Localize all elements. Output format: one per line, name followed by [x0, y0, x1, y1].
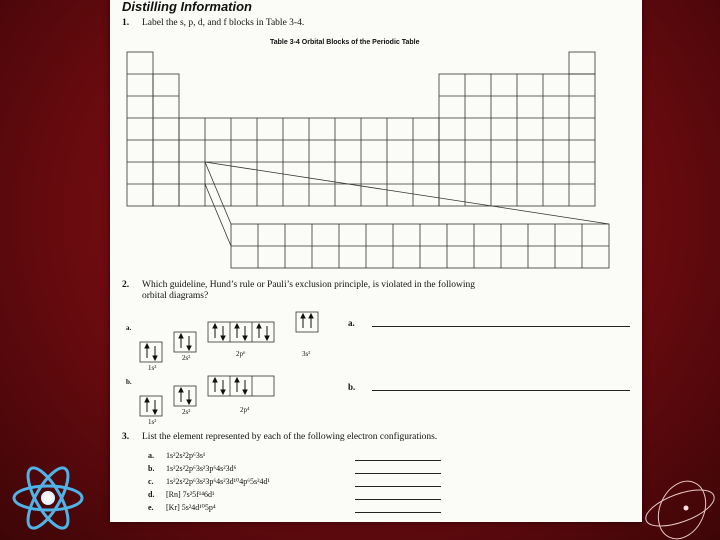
- config-item: b. 1s²2s²2p⁶3s²3p⁶4s²3d⁶: [148, 464, 237, 473]
- config-answer-line[interactable]: [355, 473, 441, 474]
- config-answer-line[interactable]: [355, 486, 441, 487]
- q2-part-b-label: b.: [126, 378, 132, 386]
- config-item: e. [Kr] 5s²4d¹⁰5p⁴: [148, 503, 216, 512]
- q2-answer-a-label: a.: [348, 318, 355, 328]
- atom-icon: [8, 458, 88, 538]
- orbital-label: 1s²: [148, 364, 157, 372]
- orbit-decoration-icon: [640, 460, 720, 540]
- worksheet-page: [110, 0, 642, 522]
- orbital-label: 3s²: [302, 350, 311, 358]
- config-answer-line[interactable]: [355, 499, 441, 500]
- question-1: 1. Label the s, p, d, and f blocks in Table 3-4.: [122, 18, 305, 28]
- orbital-label: 1s²: [148, 418, 157, 426]
- config-item: c. 1s²2s²2p⁶3s²3p⁶4s²3d¹⁰4p⁶5s²4d¹: [148, 477, 270, 486]
- q2-answer-a-line[interactable]: [372, 326, 630, 327]
- orbital-diagram-b: [140, 376, 274, 416]
- question-3: 3. List the element represented by each of the following electron configurations.: [122, 432, 438, 442]
- orbital-label: 2s²: [182, 408, 191, 416]
- config-answer-line[interactable]: [355, 460, 441, 461]
- page-title: Distilling Information: [122, 0, 252, 14]
- orbital-label: 2s²: [182, 354, 191, 362]
- q2-answer-b-label: b.: [348, 382, 356, 392]
- orbital-diagram-a: [140, 312, 318, 362]
- q2-answer-b-line[interactable]: [372, 390, 630, 391]
- question-2: 2. Which guideline, Hund’s rule or Pauli’s exclusion principle, is violated in the following orbital diagrams?: [122, 280, 475, 301]
- q2-part-a-label: a.: [126, 324, 132, 332]
- periodic-table-grid: [110, 0, 642, 522]
- config-item: a. 1s²2s²2p⁶3s¹: [148, 451, 206, 460]
- orbital-label: 2p⁶: [236, 350, 246, 358]
- config-item: d. [Rn] 7s²5f¹⁴6d¹: [148, 490, 215, 499]
- config-answer-line[interactable]: [355, 512, 441, 513]
- orbital-label: 2p⁴: [240, 406, 250, 414]
- table-caption: Table 3-4 Orbital Blocks of the Periodic Table: [270, 39, 420, 46]
